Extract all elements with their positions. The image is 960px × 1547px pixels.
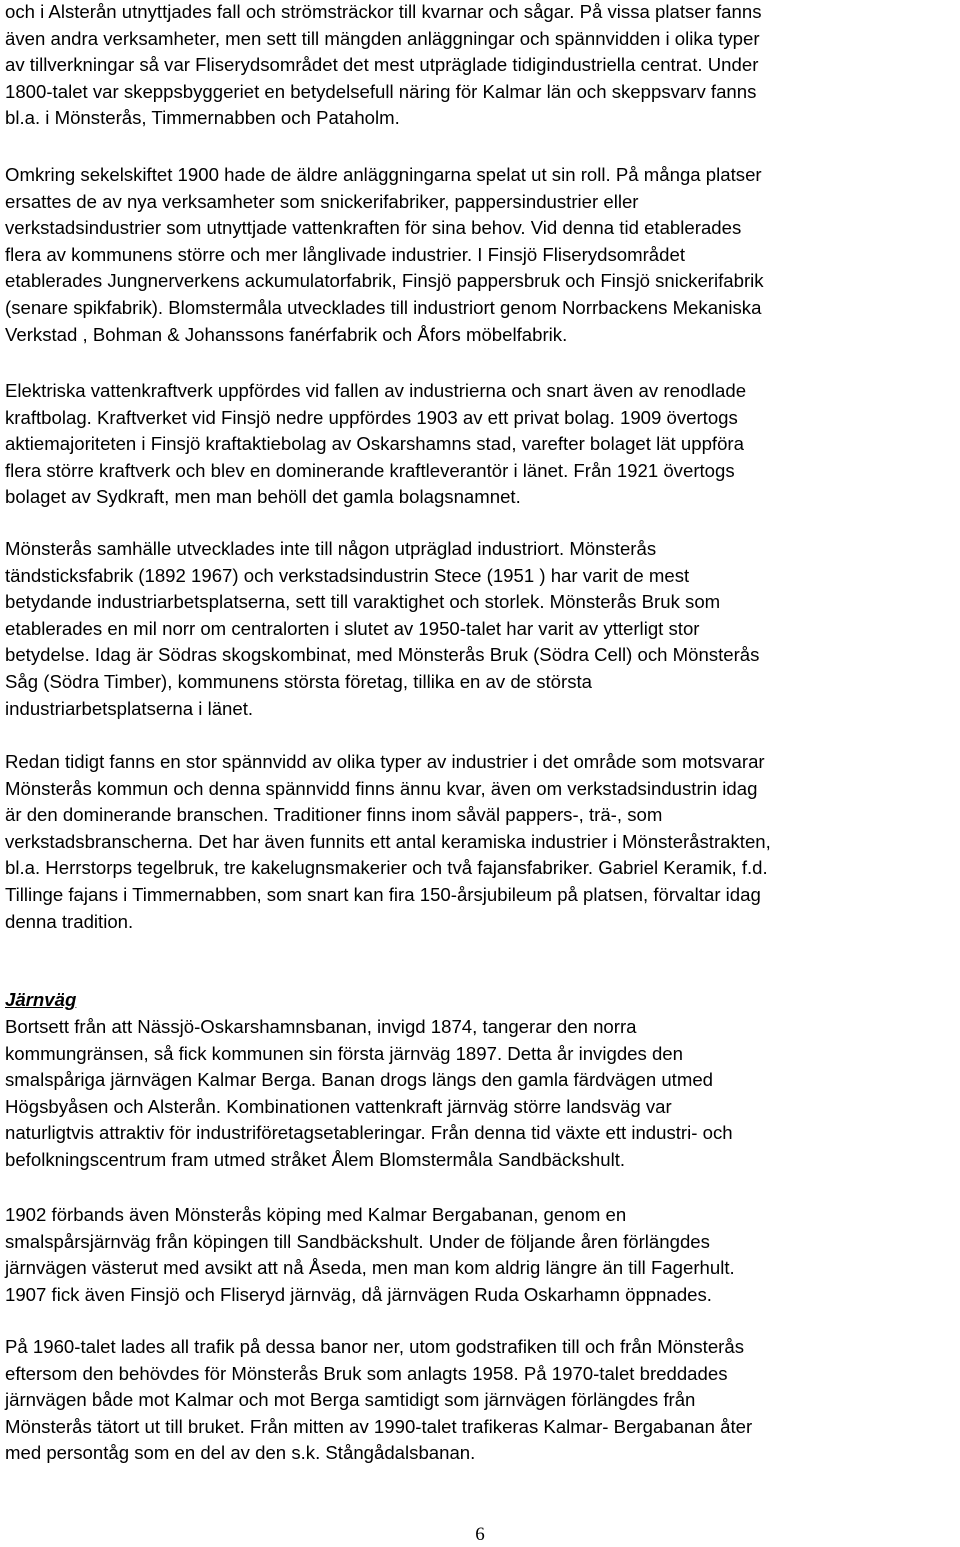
paragraph — [5, 1014, 733, 1174]
section-heading: Järnväg — [5, 989, 77, 1010]
text-line: tändsticksfabrik (1892 1967) och verkstadsindustrin Stece (1951 ) har varit de mest — [5, 564, 690, 586]
text-line: eftersom den behövdes för Mönsterås Bruk som anlagts 1958. På 1970-talet breddades — [5, 1362, 728, 1384]
text-line: kraftbolag. Kraftverket vid Finsjö nedre uppfördes 1903 av ett privat bolag. 1909 övertogs — [5, 406, 738, 428]
paragraph — [5, 378, 746, 511]
text-line: bl.a. Herrstorps tegelbruk, tre kakelugnsmakerier och två fajansfabriker. Gabriel Keramik, f.d. — [5, 857, 768, 879]
text-line: smalspårsjärnväg från köpingen till Sandbäckshult. Under de följande åren förlängdes — [5, 1230, 710, 1252]
text-line: etablerades Jungnerverkens ackumulatorfabrik, Finsjö pappersbruk och Finsjö snickerifabrik — [5, 270, 764, 292]
text-line: järnvägen både mot Kalmar och mot Berga samtidigt som järnvägen förlängdes från — [5, 1389, 696, 1411]
text-line: är den dominerande branschen. Traditioner finns inom såväl pappers-, trä-, som — [5, 804, 663, 826]
page-number: 6 — [475, 1524, 485, 1545]
paragraph — [5, 749, 771, 935]
text-line: av tillverkningar så var Fliserydsområdet det mest utpräglade tidigindustriella centrat. Under — [5, 54, 759, 76]
text-line: Mönsterås kommun och denna spännvidd finns ännu kvar, även om verkstadsindustrin idag — [5, 777, 758, 799]
text-line: bolaget av Sydkraft, men man behöll det gamla bolagsnamnet. — [5, 486, 521, 508]
text-line: 1800-talet var skeppsbyggeriet en betydelsefull näring för Kalmar län och skeppsvarv fanns — [5, 80, 757, 102]
text-line: verkstadsindustrier som utnyttjade vattenkraften för sina behov. Vid denna tid etablerades — [5, 217, 742, 239]
text-line: Tillinge fajans i Timmernabben, som snart kan fira 150-årsjubileum på platsen, förvaltar idag — [5, 883, 761, 905]
text-line: 1907 fick även Finsjö och Fliseryd järnväg, då järnvägen Ruda Oskarhamn öppnades. — [5, 1283, 712, 1305]
paragraph — [5, 1202, 735, 1308]
paragraph — [5, 162, 764, 348]
text-line: Redan tidigt fanns en stor spännvidd av olika typer av industrier i det område som motsvarar — [5, 751, 765, 772]
paragraph — [5, 1334, 752, 1467]
text-line: även andra verksamheter, men sett till mängden anläggningar och spännvidden i olika typer — [5, 27, 760, 49]
text-line: smalspåriga järnvägen Kalmar Berga. Banan drogs längs den gamla färdvägen utmed — [5, 1069, 714, 1091]
text-line: etablerades en mil norr om centralorten i slutet av 1950-talet har varit av ytterligt stor — [5, 617, 700, 639]
text-line: denna tradition. — [5, 910, 134, 932]
text-line: ersattes de av nya verksamheter som snickerifabriker, pappersindustrier eller — [5, 190, 639, 212]
text-line: Såg (Södra Timber), kommunens största företag, tillika en av de största — [5, 670, 592, 692]
text-line: Verkstad , Bohman & Johanssons fanérfabrik och Åfors möbelfabrik. — [5, 323, 568, 345]
text-line: Bortsett från att Nässjö-Oskarshamnsbanan, invigd 1874, tangerar den norra — [5, 1016, 637, 1037]
text-line: Omkring sekelskiftet 1900 hade de äldre anläggningarna spelat ut sin roll. På många platser — [5, 164, 762, 185]
text-line: betydelse. Idag är Södras skogskombinat, med Mönsterås Bruk (Södra Cell) och Mönsterås — [5, 644, 760, 666]
text-line: och i Alsterån utnyttjades fall och strömsträckor till kvarnar och sågar. På vissa platser fanns — [5, 1, 762, 22]
text-line: aktiemajoriteten i Finsjö kraftaktiebolag av Oskarshamns stad, varefter bolaget lät uppföra — [5, 433, 744, 455]
text-line: Mönsterås tätort ut till bruket. Från mitten av 1990-talet trafikeras Kalmar- Bergabanan åter — [5, 1415, 753, 1437]
paragraph — [5, 0, 762, 132]
text-line: Mönsterås samhälle utvecklades inte till någon utpräglad industriort. Mönsterås — [5, 538, 657, 559]
text-line: (senare spikfabrik). Blomstermåla utvecklades till industriort genom Norrbackens Mekaniska — [5, 296, 762, 318]
text-line: verkstadsbranscherna. Det har även funnits ett antal keramiska industrier i Mönsteråstrakten, — [5, 830, 771, 852]
text-line: 1902 förbands även Mönsterås köping med Kalmar Bergabanan, genom en — [5, 1204, 627, 1225]
text-line: industriarbetsplatserna i länet. — [5, 697, 254, 719]
text-line: Högsbyåsen och Alsterån. Kombinationen vattenkraft järnväg större landsväg var — [5, 1095, 672, 1117]
text-line: med persontåg som en del av den s.k. Stångådalsbanan. — [5, 1442, 476, 1464]
text-line: På 1960-talet lades all trafik på dessa banor ner, utom godstrafiken till och från Mönsterås — [5, 1336, 744, 1357]
text-line: bl.a. i Mönsterås, Timmernabben och Pataholm. — [5, 107, 400, 129]
text-line: flera större kraftverk och blev en dominerande kraftleverantör i länet. Från 1921 övertogs — [5, 459, 735, 481]
text-line: betydande industriarbetsplatserna, sett till varaktighet och storlek. Mönsterås Bruk som — [5, 591, 721, 613]
text-line: Elektriska vattenkraftverk uppfördes vid fallen av industrierna och snart även av renodlade — [5, 380, 747, 401]
paragraph — [5, 536, 759, 722]
text-line: kommungränsen, så fick kommunen sin första järnväg 1897. Detta år invigdes den — [5, 1042, 683, 1064]
text-line: flera av kommunens större och mer långlivade industrier. I Finsjö Fliserydsområdet — [5, 243, 685, 265]
text-line: järnvägen västerut med avsikt att nå Åseda, men man kom aldrig längre än till Fagerhult. — [5, 1257, 735, 1279]
text-line: befolkningscentrum fram utmed stråket Ålem Blomstermåla Sandbäckshult. — [5, 1148, 626, 1170]
text-line: naturligtvis attraktiv för industriföretagsetableringar. Från denna tid växte ett industri- och — [5, 1122, 733, 1144]
